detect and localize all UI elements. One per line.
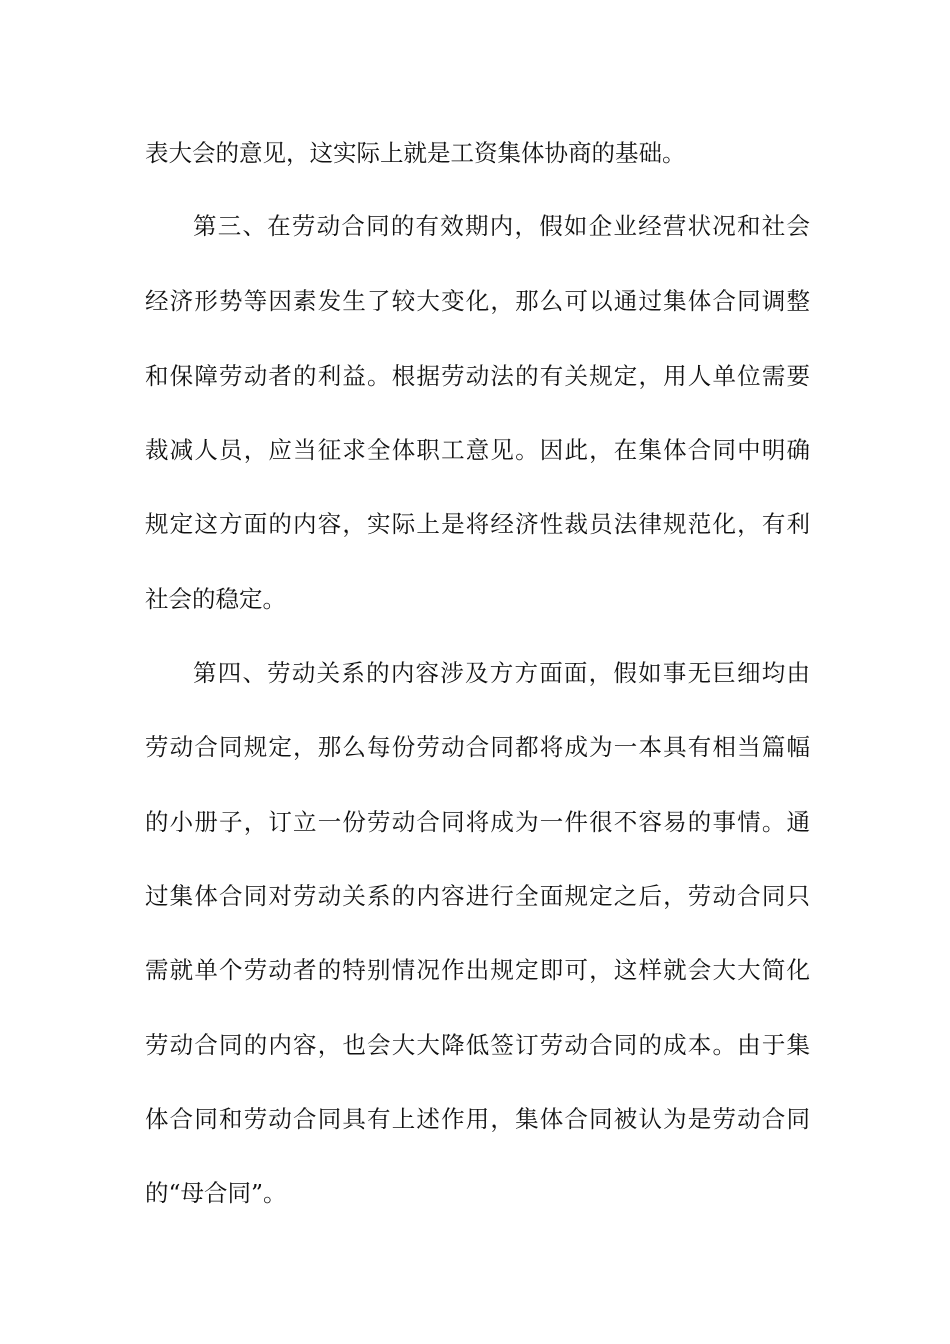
text-line: 的“母合同”。 — [145, 1179, 287, 1207]
text-line: 劳动合同规定，那么每份劳动合同都将成为一本具有相当篇幅 — [145, 733, 810, 761]
text-line: 第四、劳动关系的内容涉及方方面面，假如事无巨细均由 — [193, 659, 810, 687]
text-line: 过集体合同对劳动关系的内容进行全面规定之后，劳动合同只 — [145, 882, 810, 910]
text-line: 需就单个劳动者的特别情况作出规定即可，这样就会大大简化 — [145, 956, 810, 984]
text-line: 经济形势等因素发生了较大变化，那么可以通过集体合同调整 — [145, 287, 810, 315]
text-line: 表大会的意见，这实际上就是工资集体协商的基础。 — [145, 139, 686, 167]
text-line: 的小册子，订立一份劳动合同将成为一件很不容易的事情。通 — [145, 808, 810, 836]
text-line: 第三、在劳动合同的有效期内，假如企业经营状况和社会 — [193, 212, 810, 240]
text-line: 规定这方面的内容，实际上是将经济性裁员法律规范化，有利 — [145, 510, 810, 538]
text-line: 劳动合同的内容，也会大大降低签订劳动合同的成本。由于集 — [145, 1031, 810, 1059]
text-line: 体合同和劳动合同具有上述作用，集体合同被认为是劳动合同 — [145, 1105, 810, 1133]
text-line: 裁减人员，应当征求全体职工意见。因此，在集体合同中明确 — [145, 436, 810, 464]
text-line: 社会的稳定。 — [145, 585, 286, 613]
text-line: 和保障劳动者的利益。根据劳动法的有关规定，用人单位需要 — [145, 362, 810, 390]
